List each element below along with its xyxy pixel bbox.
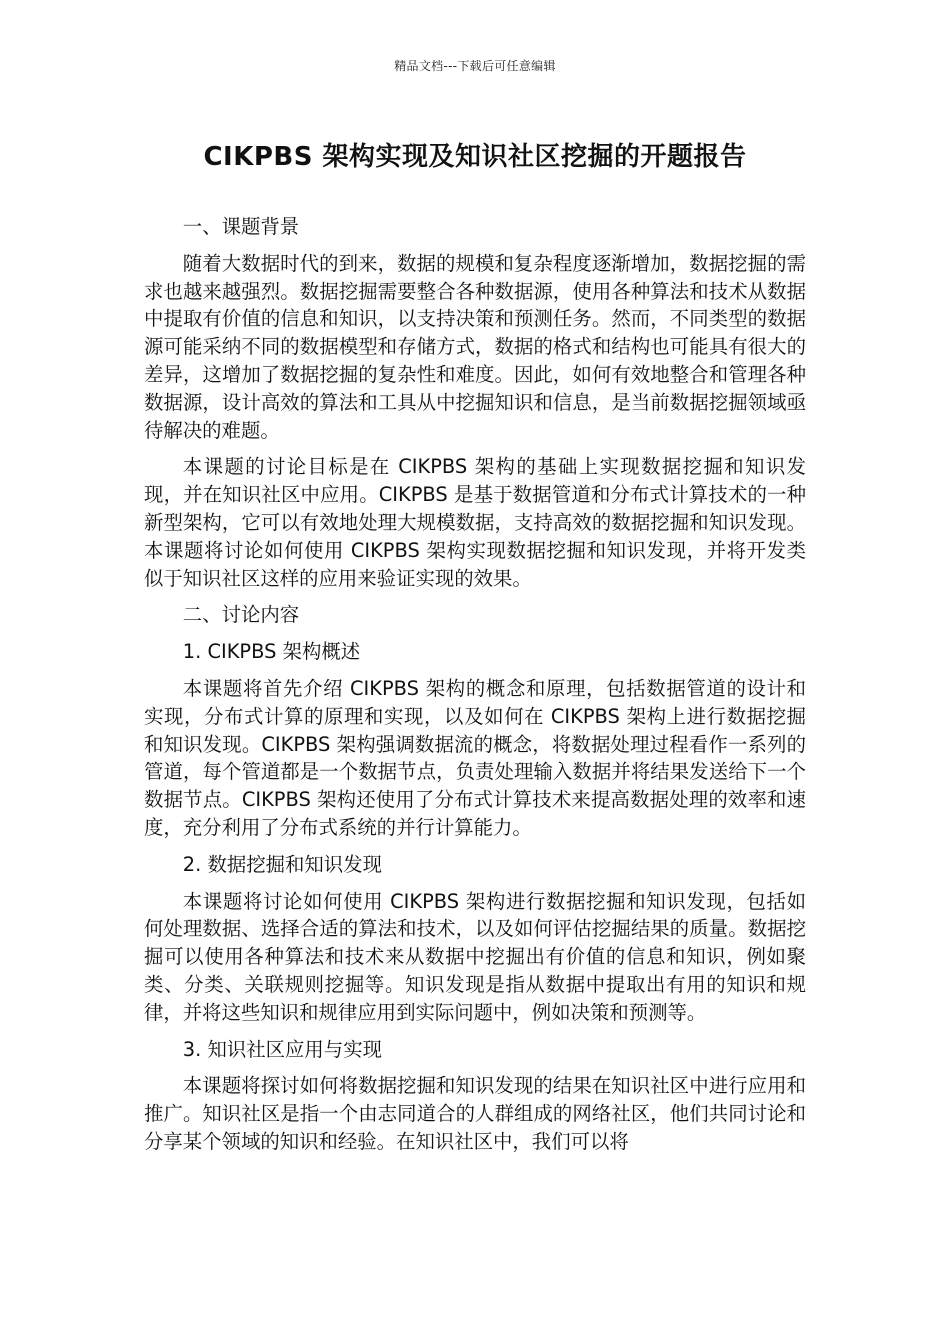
subsection-heading-architecture: 1. CIKPBS 架构概述 — [182, 640, 361, 664]
section-heading-background: 一、课题背景 — [182, 215, 300, 238]
paragraph-community: 本课题将探讨如何将数据挖掘和知识发现的结果在知识社区中进行应用和推广。知识社区是指一个由志同道合的人群组成的网络社区，他们共同讨论和分享某个领域的知识和经验。在知识社区中，我们可以将 — [144, 1074, 806, 1153]
paragraph-data-mining: 本课题将讨论如何使用 CIKPBS 架构进行数据挖掘和知识发现，包括如何处理数据、选择合适的算法和技术，以及如何评估挖掘结果的质量。数据挖掘可以使用各种算法和技术来从数据中挖掘出有价值的信息和知识，例如聚类、分类、关联规则挖掘等。知识发现是指从数据中提取出有用的知识和规律，并将这些知识和规律应用到实际问题中，例如决策和预测等。 — [144, 889, 806, 1024]
header-note: 精品文档---下载后可任意编辑 — [394, 59, 556, 73]
paragraph-architecture: 本课题将首先介绍 CIKPBS 架构的概念和原理，包括数据管道的设计和实现，分布式计算的原理和实现，以及如何在 CIKPBS 架构上进行数据挖掘和知识发现。CIKPBS 架构强调数据流的概念，将数据处理过程看作一系列的管道，每个管道都是一个数据节点，负责处理输入数据并将结果发送给下一个数据节点。CIKPBS 架构还使用了分布式计算技术来提高数据处理的效率和速度，充分利用了分布式系统的并行计算能力。 — [144, 676, 806, 839]
subsection-heading-community: 3. 知识社区应用与实现 — [182, 1037, 382, 1061]
document-title: CIKPBS 架构实现及知识社区挖掘的开题报告 — [203, 142, 747, 172]
subsection-heading-data-mining: 2. 数据挖掘和知识发现 — [182, 852, 382, 876]
section-heading-content: 二、讨论内容 — [182, 603, 300, 627]
document-body — [144, 213, 806, 1165]
paragraph-background-1: 随着大数据时代的到来，数据的规模和复杂程度逐渐增加，数据挖掘的需求也越来越强烈。数据挖掘需要整合各种数据源，使用各种算法和技术从数据中提取有价值的信息和知识，以支持决策和预测任务。然而，不同类型的数据源可能采纳不同的数据模型和存储方式，数据的格式和结构也可能具有很大的差异，这增加了数据挖掘的复杂性和难度。因此，如何有效地整合和管理各种数据源，设计高效的算法和工具从中挖掘知识和信息，是当前数据挖掘领域亟待解决的难题。 — [144, 251, 806, 442]
paragraph-background-2: 本课题的讨论目标是在 CIKPBS 架构的基础上实现数据挖掘和知识发现，并在知识社区中应用。CIKPBS 是基于数据管道和分布式计算技术的一种新型架构，它可以有效地处理大规模数据，支持高效的数据挖掘和知识发现。本课题将讨论如何使用 CIKPBS 架构实现数据挖掘和知识发现，并将开发类似于知识社区这样的应用来验证实现的效果。 — [144, 455, 806, 590]
